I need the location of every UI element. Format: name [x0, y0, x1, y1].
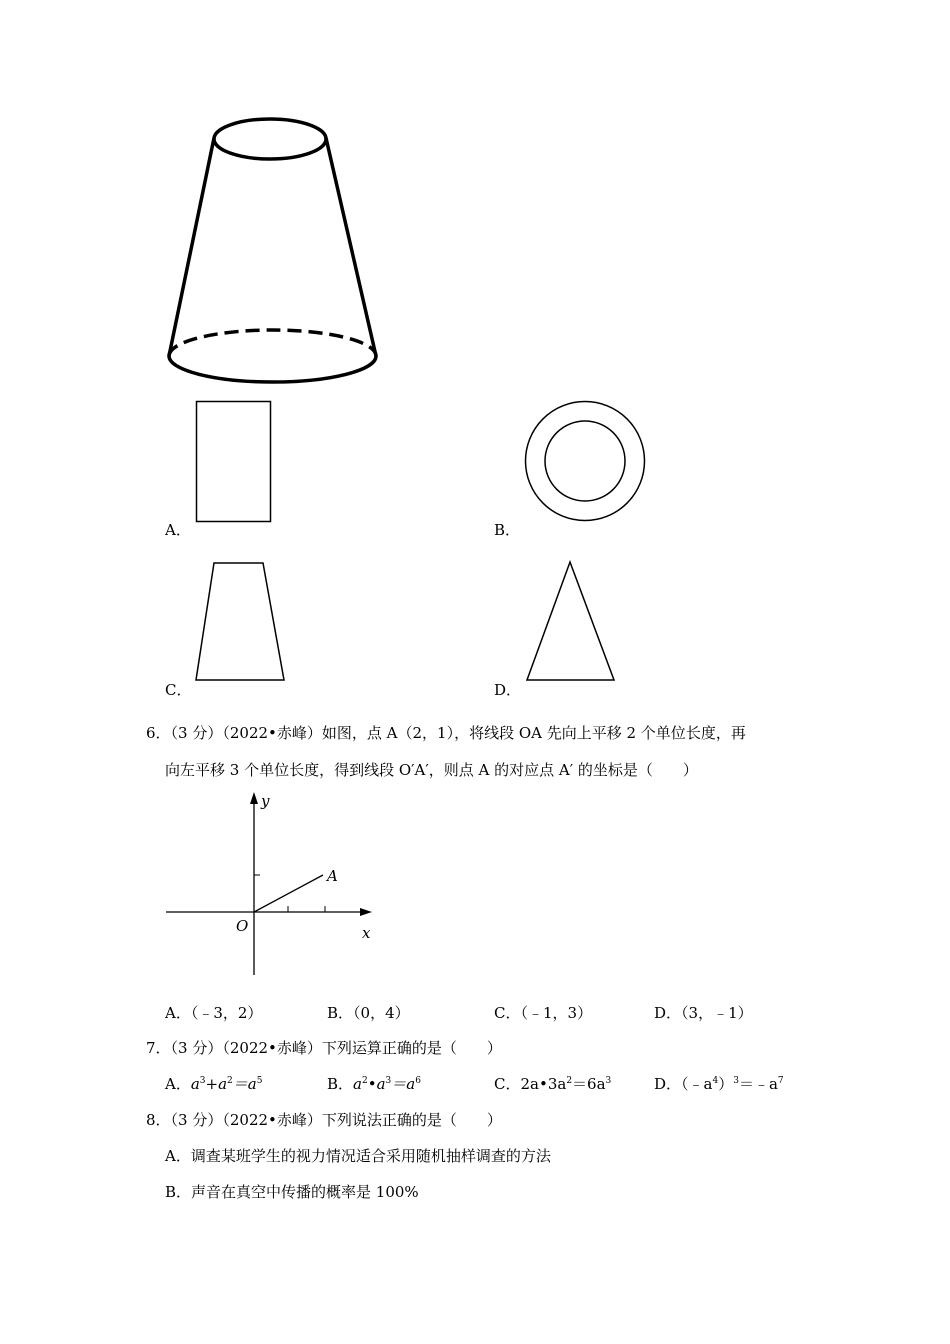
frustum-figure: [160, 110, 385, 390]
q6-option-d: D．（3，﹣1）: [654, 1004, 753, 1022]
q8-stem: 8．（3 分）（2022•赤峰）下列说法正确的是（ ）: [146, 1111, 502, 1129]
frustum-right-edge: [326, 138, 376, 356]
option-c-trapezoid: [193, 560, 288, 684]
q6-stem-line1: 6．（3 分）（2022•赤峰）如图，点 A（2，1），将线段 OA 先向上平移 2 个单位长度，再: [146, 724, 746, 742]
q7-option-a: A．$a^3+a^2=a^5$: [165, 1075, 263, 1093]
q7-option-d: D．$(﹣a^4)^3=﹣a^7$: [654, 1075, 784, 1093]
x-axis-label: x: [362, 924, 371, 942]
q8-option-b: B．声音在真空中传播的概率是 100%: [165, 1183, 419, 1201]
option-d-triangle: [524, 559, 619, 683]
q6-stem-line2: 向左平移 3 个单位长度，得到线段 O′A′，则点 A 的对应点 A′ 的坐标是（ ）: [165, 761, 698, 779]
option-b-concentric-circles: [523, 399, 647, 523]
y-axis-label: y: [261, 792, 270, 810]
frustum-left-edge: [169, 138, 214, 356]
q5-option-a-label: A．: [165, 521, 191, 539]
x-axis-arrow: [360, 908, 372, 916]
q7-stem: 7．（3 分）（2022•赤峰）下列运算正确的是（ ）: [146, 1039, 502, 1057]
q5-option-c-label: C．: [165, 681, 192, 699]
frustum-bottom-hidden-arc: [169, 330, 376, 356]
origin-label: O: [236, 917, 249, 935]
frustum-bottom-front-arc: [169, 356, 376, 382]
y-axis-arrow: [250, 792, 258, 804]
q5-option-b-label: B．: [494, 521, 521, 539]
frustum-top-ellipse: [214, 119, 326, 159]
option-a-rectangle: [195, 400, 275, 524]
q6-option-c: C．（﹣1，3）: [494, 1004, 593, 1022]
point-a-label: A: [327, 867, 338, 885]
q8-option-a: A．调查某班学生的视力情况适合采用随机抽样调查的方法: [165, 1147, 551, 1165]
q7-option-b: B．$a^2•a^3=a^6$: [327, 1075, 421, 1093]
q7-option-c: C．$2a•3a^2=6a^3$: [494, 1075, 612, 1093]
q6-coordinate-figure: [160, 785, 390, 985]
q5-option-d-label: D．: [494, 681, 522, 699]
q6-option-a: A．（﹣3，2）: [165, 1004, 263, 1022]
q6-option-b: B．（0，4）: [327, 1004, 410, 1022]
